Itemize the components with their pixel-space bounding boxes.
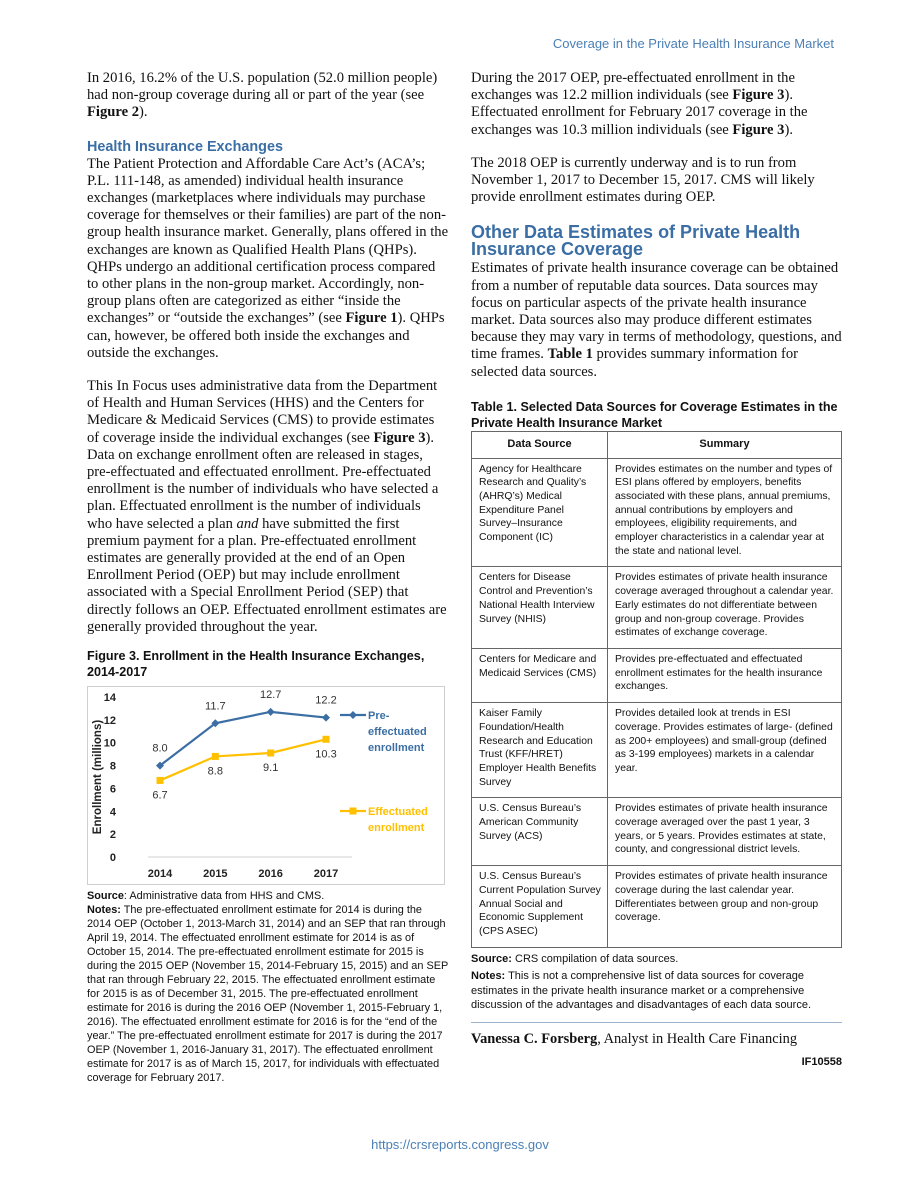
- y-tick-label: 12: [103, 714, 116, 727]
- figure-notes: [87, 889, 449, 1085]
- data-label: 8.8: [207, 765, 223, 778]
- row-summary: Provides estimates of private health insurance coverage averaged over the past 1 year, 3 years, or 5 years. Provides estimates at state, county, and congressional district levels.: [608, 798, 842, 866]
- data-point-marker: [267, 708, 275, 716]
- data-point-marker: [323, 736, 330, 743]
- y-tick-label: 2: [109, 829, 116, 842]
- x-tick-label: 2016: [258, 868, 283, 881]
- row-source: Centers for Disease Control and Prevention’s National Health Interview Survey (NHIS): [472, 567, 608, 649]
- data-point-marker: [267, 750, 274, 757]
- author-name: Vanessa C. Forsberg: [471, 1030, 598, 1047]
- figure-3-ref: Figure 3: [373, 429, 426, 446]
- header-summary: Summary: [608, 431, 842, 458]
- table-source: Source: CRS compilation of data sources.: [471, 952, 679, 965]
- series-line-pre-effectuated: [160, 712, 326, 766]
- legend-label: effectuated: [368, 726, 427, 739]
- document-id: IF10558: [801, 1055, 842, 1068]
- table-row: [472, 866, 842, 948]
- row-summary: Provides estimates on the number and types of ESI plans offered by employers, benefits associated with these plans, annual premiums, annual contributions by employers and employees, eligibility requirements, and employer characteristics in a calendar year at the state and national level.: [608, 458, 842, 567]
- row-source: U.S. Census Bureau’s Current Population Survey Annual Social and Economic Supplement (CPS ASEC): [472, 866, 608, 948]
- author-title: , Analyst in Health Care Financing: [597, 1030, 798, 1047]
- row-source: U.S. Census Bureau’s American Community Survey (ACS): [472, 798, 608, 866]
- y-tick-label: 10: [103, 737, 116, 750]
- figure-3-title: Figure 3. Enrollment in the Health Insurance Exchanges, 2014-2017: [87, 649, 425, 680]
- other-data-heading: Other Data Estimates of Private Health Insurance Coverage: [471, 222, 801, 260]
- figure-1-ref: Figure 1: [345, 310, 398, 327]
- row-summary: Provides detailed look at trends in ESI coverage. Provides estimates of large- (defined as 200+ employees) and small-group (defined as 3-199 employees) markets in a calendar year.: [608, 703, 842, 798]
- table-row: [472, 798, 842, 866]
- legend-marker: [349, 711, 357, 719]
- header-data-source: Data Source: [472, 431, 608, 458]
- row-summary: Provides estimates of private health insurance coverage during the last calendar year. Differentiates between group and non-group coverage.: [608, 866, 842, 948]
- data-label: 12.2: [315, 694, 337, 707]
- row-summary: Provides pre-effectuated and effectuated enrollment estimates for the health insurance exchanges.: [608, 648, 842, 702]
- left-column: [87, 70, 449, 1085]
- row-source: Centers for Medicare and Medicaid Services (CMS): [472, 648, 608, 702]
- data-label: 12.7: [259, 688, 282, 701]
- data-label: 6.7: [152, 789, 168, 802]
- row-source: Kaiser Family Foundation/Health Research and Education Trust (KFF/HRET) Employer Health Benefits Survey: [472, 703, 608, 798]
- table-row: [472, 648, 842, 702]
- data-label: 9.1: [263, 762, 279, 775]
- table-1-title: Table 1. Selected Data Sources for Coverage Estimates in the Private Health Insurance Market: [471, 399, 838, 430]
- y-tick-label: 4: [109, 806, 116, 819]
- right-column: [471, 70, 842, 1068]
- intro-paragraph: In 2016, 16.2% of the U.S. population (52.0 million people) had non-group coverage during all or part of the year (see Figure 2).: [87, 70, 438, 121]
- exchanges-paragraph: The Patient Protection and Affordable Care Act’s (ACA’s; P.L. 111-148, as amended) individual health insurance exchanges (marketplaces where individuals may purchase coverage for themselves or their families) are part of the non-group health insurance market. Generally, plans offered in the exchanges are known as Qualified Health Plans (QHPs). QHPs undergo an additional certification process compared to other plans in the non-group market. Accordingly, non-group plans often are categorized as either “inside the exchanges” or “outside the exchanges” (see Figure 1). QHPs can, however, be offered both inside the exchanges and outside the exchanges.: [87, 155, 449, 361]
- table-1-ref: Table 1: [547, 346, 593, 363]
- figure-2-ref: Figure 2: [87, 104, 140, 121]
- y-axis-label: Enrollment (millions): [92, 719, 104, 835]
- other-data-paragraph: Estimates of private health insurance coverage can be obtained from a number of reputable data sources. Data sources may focus on particular aspects of the private health insurance market. Data sources also may produce different estimates because they may vary in terms of methodology, questions, and time frames. Table 1 provides summary information for selected data sources.: [471, 260, 842, 380]
- row-summary: Provides estimates of private health insurance coverage averaged throughout a calendar year. Early estimates do not differentiate between group and non-group coverage. Provides estimates of exchange coverage.: [608, 567, 842, 649]
- legend-label: enrollment: [368, 822, 425, 835]
- figure-notes-text: Notes: The pre-effectuated enrollment estimate for 2014 is during the 2014 OEP (October 1, 2013-March 31, 2014) and an SEP that ran through April 19, 2014. The effectuated enrollment estimate for 2014 is as of October 15, 2014. The pre-effectuated enrollment estimate for 2015 is during the 2015 OEP (November 15, 2014-February 15, 2015) and an SEP that ran through February 22, 2015. The effectuated enrollment estimate for 2015 is as of December 31, 2015. The pre-effectuated enrollment estimate for 2016 is during the 2016 OEP (November 1, 2015-February 1, 2016). The effectuated enrollment estimate for 2016 is for the “end of the year.” The pre-effectuated enrollment estimate for 2017 is during the 2017 OEP (November 1, 2016-January 31, 2017). The effectuated enrollment estimate for 2017 is as of March 15, 2017, for individuals with effectuated coverage for February 2017.: [87, 904, 449, 1085]
- legend-label: enrollment: [368, 742, 425, 755]
- table-row: [472, 458, 842, 567]
- figure-source: Source: Administrative data from HHS and CMS.: [87, 890, 325, 903]
- author-divider: [471, 1022, 842, 1023]
- table-notes-text: Notes: This is not a comprehensive list of data sources for coverage estimates in the private health insurance market or a comprehensive discussion of the advantages and disadvantages of each data source.: [471, 970, 812, 1012]
- enrollment-line-chart: [88, 687, 444, 884]
- data-sources-table: [471, 431, 842, 948]
- x-tick-label: 2017: [313, 868, 339, 881]
- legend-marker: [350, 808, 357, 815]
- table-row: [472, 567, 842, 649]
- data-point-marker: [322, 714, 330, 722]
- data-point-marker: [212, 753, 219, 760]
- author-line: [471, 1031, 842, 1048]
- legend-label: Pre-: [368, 710, 390, 723]
- row-source: Agency for Healthcare Research and Quality’s (AHRQ’s) Medical Expenditure Panel Survey–Insurance Component (IC): [472, 458, 608, 567]
- exchanges-heading: Health Insurance Exchanges: [87, 138, 283, 155]
- oep-2017-paragraph: During the 2017 OEP, pre-effectuated enrollment in the exchanges was 12.2 million individuals (see Figure 3). Effectuated enrollment for February 2017 coverage in the exchanges was 10.3 million individuals (see Figure 3).: [471, 70, 808, 138]
- table-header-row: [472, 431, 842, 458]
- enrollment-chart: [87, 686, 445, 885]
- legend-label: Effectuated: [368, 806, 428, 819]
- data-label: 11.7: [205, 700, 226, 713]
- data-point-marker: [157, 777, 164, 784]
- y-tick-label: 14: [103, 692, 116, 705]
- admin-data-paragraph: This In Focus uses administrative data from the Department of Health and Human Services (HHS) and the Centers for Medicare & Medicaid Services (CMS) to provide estimates of coverage inside the individual exchanges (see Figure 3). Data on exchange enrollment often are released in stages, pre-effectuated and effectuated enrollment. Pre-effectuated enrollment is the number of individuals who have selected a plan. Effectuated enrollment is the number of individuals who have selected a plan and have submitted the first premium payment for a plan. Pre-effectuated enrollment estimates are generally provided at the end of an Open Enrollment Period (OEP) but may include enrollment associated with a Special Enrollment Period (SEP) that directly follows an OEP. Effectuated enrollment estimates are generally provided throughout the year.: [87, 378, 447, 635]
- data-label: 8.0: [152, 742, 168, 755]
- x-tick-label: 2014: [147, 868, 173, 881]
- table-notes: [471, 952, 842, 1013]
- oep-2018-paragraph: The 2018 OEP is currently underway and is to run from November 1, 2017 to December 15, 2017. CMS will likely provide enrollment estimates during OEP.: [471, 154, 815, 206]
- table-row: [472, 703, 842, 798]
- y-tick-label: 0: [109, 852, 116, 865]
- y-tick-label: 8: [109, 760, 116, 773]
- footer-url[interactable]: https://crsreports.congress.gov: [371, 1137, 549, 1152]
- running-header: Coverage in the Private Health Insurance Market: [552, 36, 834, 51]
- data-label: 10.3: [315, 748, 337, 761]
- x-tick-label: 2015: [203, 868, 228, 881]
- y-tick-label: 6: [109, 783, 116, 796]
